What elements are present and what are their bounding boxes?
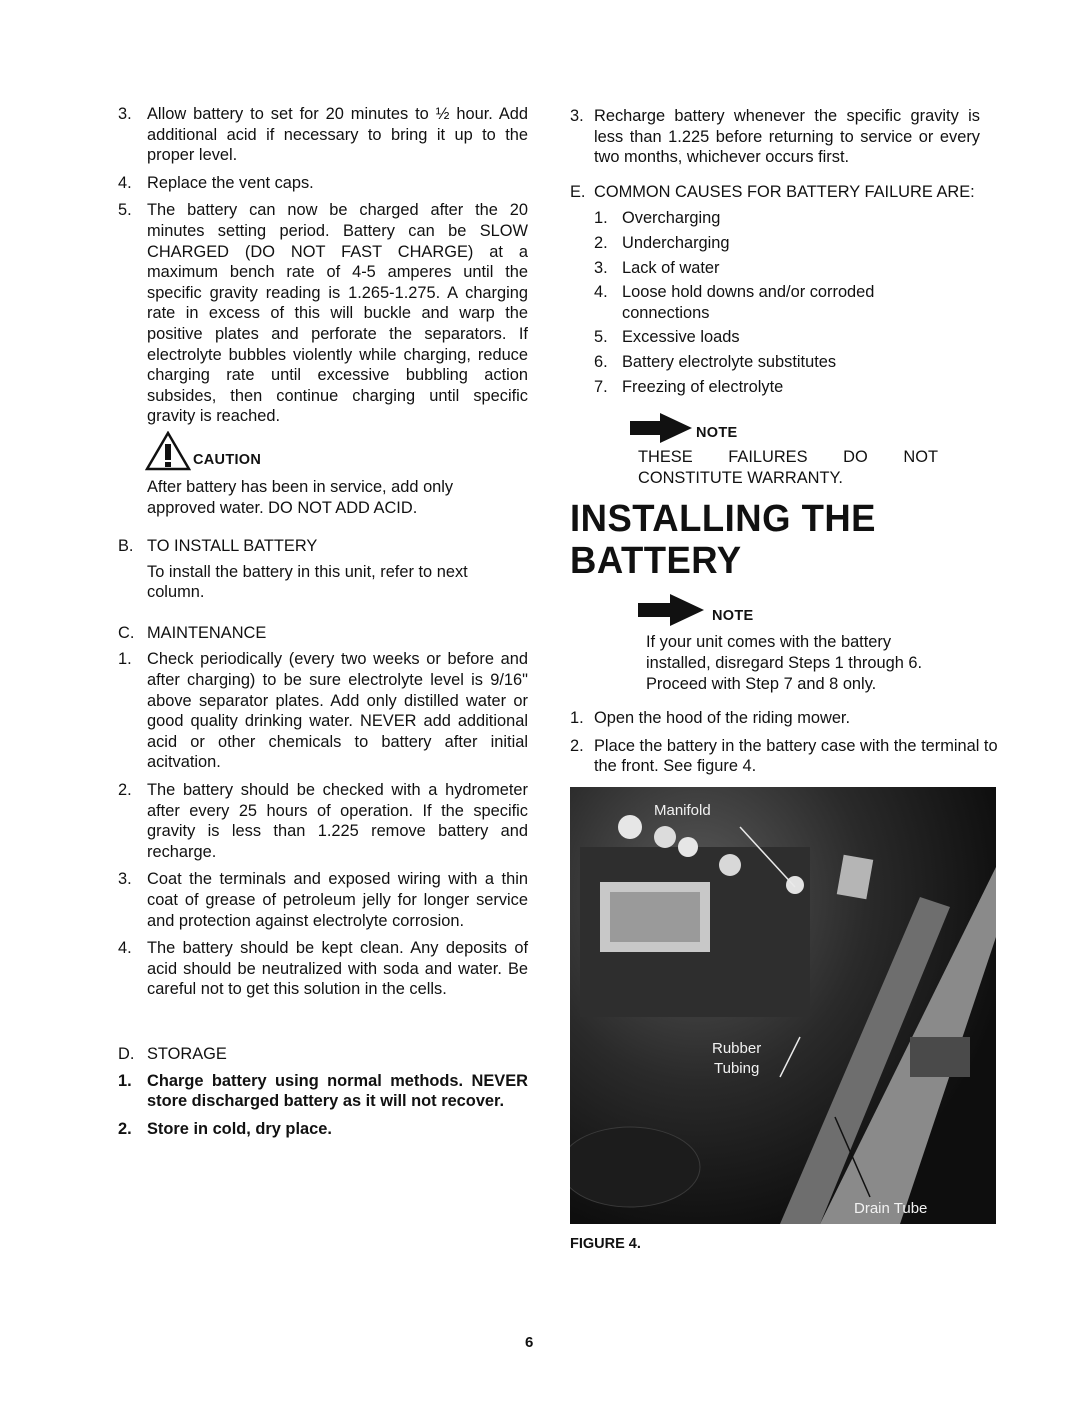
section-heading (118, 536, 528, 557)
section-d (118, 1044, 528, 1139)
left-column (118, 104, 528, 1146)
arrow-right-icon (638, 594, 708, 626)
list-item (118, 173, 528, 194)
item-number: 5. (118, 201, 132, 220)
battery-photo-illustration (570, 787, 996, 1224)
section-heading (570, 182, 1002, 203)
section-title: MAINTENANCE (147, 623, 267, 642)
note-box-2 (646, 592, 946, 694)
list-item (594, 327, 924, 348)
item-text: The battery can now be charged after the 20 minutes setting period. Battery can be SLOW CHARGED (DO NOT FAST CHARGE) at a maximum bench rate of 4-5 amperes until the specific gravity reading is 1.265-1.275. A charging rate in excess of this will buckle and warp the positive plates and perforate the separators. If electrolyte bubbles violently while charging, reduce charging rate until excessive bubbling action subsides, then continue charging until specific gravity is reached. (147, 201, 528, 426)
note-box-1 (638, 409, 938, 488)
item-text: The battery should be checked with a hydrometer after every 25 hours of operation. If the specific gravity is less than 1.225 remove battery and recharge. (147, 781, 528, 861)
right-column (570, 106, 1010, 1254)
item-number: 2. (118, 1119, 132, 1138)
item-number: 4. (118, 173, 132, 192)
item-number: 1. (118, 1071, 132, 1090)
list-item (118, 104, 528, 166)
caution-box (147, 437, 528, 518)
list-item (570, 736, 1002, 777)
item-text: Replace the vent caps. (147, 173, 314, 192)
item-number: 1. (570, 709, 584, 728)
figure-label-tubing: Tubing (714, 1059, 760, 1077)
list-item (594, 377, 924, 398)
item-number: 1. (118, 650, 132, 669)
item-text: Store in cold, dry place. (147, 1119, 332, 1138)
item-number: 1. (594, 209, 608, 228)
item-text: Open the hood of the riding mower. (594, 709, 851, 728)
caution-heading (193, 437, 528, 471)
install-steps (570, 708, 1002, 777)
item-text: Battery electrolyte substitutes (622, 352, 837, 371)
item-number: 5. (594, 328, 608, 347)
section-letter: C. (118, 623, 135, 642)
item-number: 2. (570, 736, 584, 755)
figure-label-rubber: Rubber (712, 1039, 762, 1057)
item-number: 2. (118, 781, 132, 800)
item-text: Loose hold downs and/or corroded connections (622, 283, 875, 322)
section-letter: E. (570, 182, 586, 201)
page-number: 6 (525, 1334, 534, 1351)
caution-text: After battery has been in service, add only approved water. DO NOT ADD ACID. (147, 477, 454, 517)
item-number: 4. (594, 283, 608, 302)
list-item (118, 780, 528, 862)
section-letter: D. (118, 1044, 135, 1063)
item-text: Check periodically (every two weeks or before and after charging) to be sure electrolyte level is 9/16" above separator plates. Add only distilled water or good quality drinking water. NEVER add additional acid or other chemicals to battery after initial acitvation. (147, 650, 528, 772)
figure-label-manifold: Manifold (654, 801, 711, 819)
title-line-1: INSTALLING THE (570, 498, 876, 541)
section-heading (118, 1044, 528, 1065)
item-text: Allow battery to set for 20 minutes to ½ hour. Add additional acid if necessary to bring it up to the proper level. (147, 105, 528, 165)
item-text: Freezing of electrolyte (622, 377, 784, 396)
item-number: 2. (594, 233, 608, 252)
item-text: Excessive loads (622, 328, 740, 347)
note-label: NOTE (712, 607, 754, 624)
item-text: Place the battery in the battery case with the terminal to the front. See figure 4. (594, 736, 998, 776)
list-item (118, 649, 528, 773)
item-text: Charge battery using normal methods. NEVER store discharged battery as it will not recover. (147, 1071, 528, 1111)
item-number: 3. (570, 107, 584, 125)
arrow-right-icon (630, 413, 696, 443)
list-item (118, 1119, 528, 1140)
list-item (594, 233, 924, 254)
item-number: 6. (594, 352, 608, 371)
item-number: 7. (594, 377, 608, 396)
list-item (118, 869, 528, 931)
failure-list (594, 208, 924, 397)
list-item (594, 258, 924, 279)
title-line-2: BATTERY (570, 540, 742, 583)
figure-4-photo (570, 787, 996, 1224)
list-item (594, 282, 924, 323)
list-item (594, 352, 924, 373)
section-title: STORAGE (147, 1044, 227, 1063)
list-item (570, 106, 980, 168)
figure-label-drain-tube: Drain Tube (854, 1199, 928, 1217)
list-item (118, 938, 528, 1000)
section-b (118, 536, 528, 603)
note-text: THESE FAILURES DO NOT CONSTITUTE WARRANTY. (638, 448, 938, 487)
item-number: 3. (118, 105, 132, 123)
list-item (594, 208, 924, 229)
installing-title (570, 498, 1010, 582)
figure-caption: FIGURE 4. (570, 1235, 641, 1252)
item-number: 4. (118, 939, 132, 958)
list-item (118, 1071, 528, 1112)
section-c (118, 623, 528, 1000)
item-text: Undercharging (622, 233, 730, 252)
section-letter: B. (118, 537, 134, 556)
section-text: To install the battery in this unit, refer to next column. (147, 562, 468, 602)
note-label: NOTE (696, 424, 738, 441)
section-heading (118, 623, 528, 644)
note-text: If your unit comes with the battery installed, disregard Steps 1 through 6. Proceed with Step 7 and 8 only. (646, 633, 923, 693)
section-e (570, 182, 1002, 397)
item-text: Recharge battery whenever the specific gravity is less than 1.225 before returning to service or every two months, whichever occurs first. (594, 107, 980, 167)
item-text: Lack of water (622, 258, 720, 277)
section-title: COMMON CAUSES FOR BATTERY FAILURE ARE: (594, 182, 975, 201)
item-number: 3. (118, 870, 132, 889)
item-text: Overcharging (622, 209, 721, 228)
list-item (570, 708, 1002, 729)
warning-triangle-icon (145, 431, 191, 471)
note-heading (646, 592, 946, 626)
caution-label: CAUTION (193, 452, 262, 469)
note-heading (638, 409, 938, 443)
item-text: Coat the terminals and exposed wiring with a thin coat of grease of petroleum jelly for longer service and protection against electrolyte corrosion. (147, 870, 528, 930)
list-item (118, 200, 528, 427)
item-number: 3. (594, 258, 608, 277)
item-text: The battery should be kept clean. Any deposits of acid should be neutralized with soda and water. Be careful not to get this solution in the cells. (147, 939, 528, 999)
section-title: TO INSTALL BATTERY (147, 537, 318, 556)
